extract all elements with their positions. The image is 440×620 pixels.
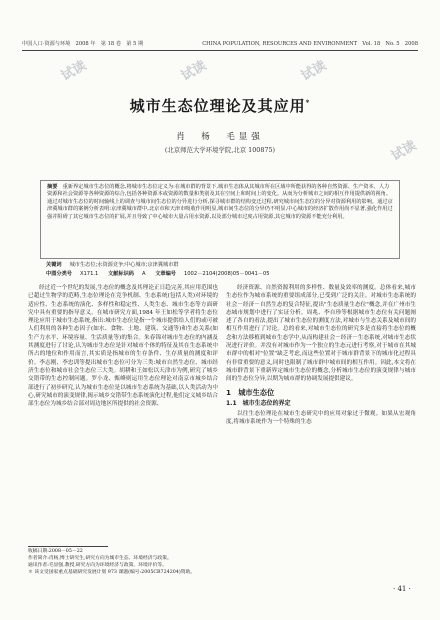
keywords-label: 关键词 [46, 262, 62, 268]
header-rule [22, 50, 418, 51]
body-column-left [28, 284, 218, 408]
watermark-stamp: 试读 [298, 58, 330, 85]
subsection-heading-1-1: 1.1 城市生态位的界定 [226, 399, 291, 407]
abstract-text: 重新界定城市生态位的概念,将城市生态位定义为:在城市群的背景下,城市生态体从其城市所在区域中所能获得的各种自然资源、生产资本、人力资源和社会资源等各种资源的综合,包括各种资源本或资源的数量和类别及其在空间上和时间上的变化。从而为分析城市之间的相互作用提供新的视角。通过对城市生态位的时间轴线上的调查与城市间生态位的分异进行分析,探寻城市群的结构变迁过程,研究城市间生态位的分异对资源利用的影响。通过京津冀城市群的案例分析表明:京津冀城市群中,北京市和天津市吸收作用明显,城市间生态位的分异仍不明显,中心城市的经济扩散作用尚不显著,强化作用过强并阻碍了其它城市生态位的扩展,并且导致了中心城市大量占用水资源,以及部分城市过度占用资源,其它城市的资源不能充分利用。 [47, 184, 393, 220]
running-header [22, 40, 418, 47]
abstract-box [40, 180, 400, 259]
doc-code-value: A [141, 271, 146, 277]
keywords-line [46, 261, 187, 268]
footnote-received: 收稿日期:2008－05－22 [28, 549, 83, 554]
footnote-corresponding: 通讯作者:毛显强,教授,研究方向为环境经济与政策、环境评价等。 [28, 563, 167, 568]
article-id-value: 1002－2104(2008)05－0041－05 [183, 271, 270, 277]
paper-title [0, 95, 440, 116]
body-paragraph: 经过近一个世纪的发展,生态位的概念及其理论正日趋完善,其应用范围也已超过生物学的范畴,生态位理论在竞争机制、生态系统(包括人类)对环境的适应性、生态系统的演化、多样性和稳定性、人类生态、城市生态等方面研究中具有重要的指导意义。在城市研究方面,1984 年王如松等学者将生态位理论应用于城市生态系统,指出:城市生态位是指一个城市提供给人们的或可被人们利用的各种生态因子(如水、食物、土地、建筑、交通等)和生态关系(如生产力水平、环境容量、生活质量等)的集合。朱春锦对城市生态位的内涵及其测度进行了讨论,认为城市生态位是针对城市个体的特征及其在生态系统中所占的地位和作用而言,其实质是指城市的生存条件、生存质量的测度和评价。李志刚、李忠训等提出城市生态位可分为三类:城市自然生态位、城市经济生态位和城市社会生态位三大类。胡耕和王如松以天津市为例,研究了城乡交错带的生态控制问题。罗小龙、甄峰则运用生态位理论对南京市城乡结合部进行了初步研究,认为城市生态位是以城市生态系统为基础,以人类活动为中心,研究城市的演变规律,揭示城乡交错带生态系统演化过程,他们定义城乡结合部生态位为城乡结合部对周边地区所提供的社会资源、 [28, 285, 218, 408]
body-column-right [226, 284, 416, 427]
keywords-text: 城市生态位;水资源竞争;中心城市;京津冀城市群 [69, 262, 179, 268]
section-heading-1: 1 城市生态位 [226, 387, 275, 397]
abstract-label: 摘要 [47, 184, 58, 190]
title-footnote-mark: * [305, 98, 311, 107]
clc-value: X171.1 [79, 271, 99, 277]
watermark-stamp: 试读 [178, 58, 210, 85]
page-number: · 41 · [393, 585, 411, 593]
clc-label: 中图分类号 [46, 271, 72, 277]
doc-code-label: 文献标识码 [108, 271, 134, 277]
classification-line [46, 270, 278, 277]
body-paragraph: 经济资源、自然资源利用的多样性、数量及效率的测度。总体看来,城市生态位作为城市系统的重要组成部分,已受到广泛的关注。对城市生态系统的社会－经济－自然生态的复合特征,提出"生态质量生态位"概念,并在广州市生态城市规划中进行了实证分析。周兆、李自珍等根据城市生态位有关问题阐述了各自的看法,提出了城市生态位的测度方法,对城市与生态关系及城市间的相互作用进行了讨论。总的看来,对城市生态位的研究多是直接将生态位的概念和方法移植到城市生态学中,从而构建社会－经济－生态系统,对城市生态状况进行评价。并没有对城市作为一个独立的生态元进行考察,对于城市在其城市群中的相对"位置"缺乏考虑,而这些位置对于城市群背景下的城市化过程具有非常重要的意义,同时也限制了城市群中城市间的相互作用。因此,本文将在城市群背景下重新界定城市生态位的概念,分析城市生态位的演变规律与城市间的生态位分异,以期为城市群的协调发展提供建议。 [226, 285, 416, 383]
body-paragraph: 以往生态位理论在城市生态研究中的应用对象过于微观。如果从宏观角度,将城市系统作为一个特殊的生态 [226, 411, 416, 426]
footnote-rule [28, 546, 108, 547]
header-journal-cn: 中国人口·资源与环境 2008 年 第 18 卷 第 5 期 [22, 41, 144, 47]
article-id-label: 文章编号 [155, 271, 176, 277]
watermark-stamp: 试读 [58, 58, 90, 85]
footnote-funding: ＊ 该文受国家重点基础研究发展计划 973 课题(编号:2005CB724204)资助。 [28, 570, 196, 575]
author-list: 肖 杨 毛显强 [176, 132, 264, 142]
header-journal-en: CHINA POPULATION, RESOURCES AND ENVIRONMENT Vol. 18 No. 5 2008 [202, 41, 418, 47]
title-text: 城市生态位理论及其应用 [129, 97, 306, 115]
footnote-author-bio: 作者简介:肖杨,博士研究生,研究方向为城市生态、环境经济与政策。 [28, 556, 172, 561]
watermark-stamp: 试读 [388, 138, 420, 165]
affiliation: (北京师范大学环境学院,北京 100875) [164, 146, 276, 154]
